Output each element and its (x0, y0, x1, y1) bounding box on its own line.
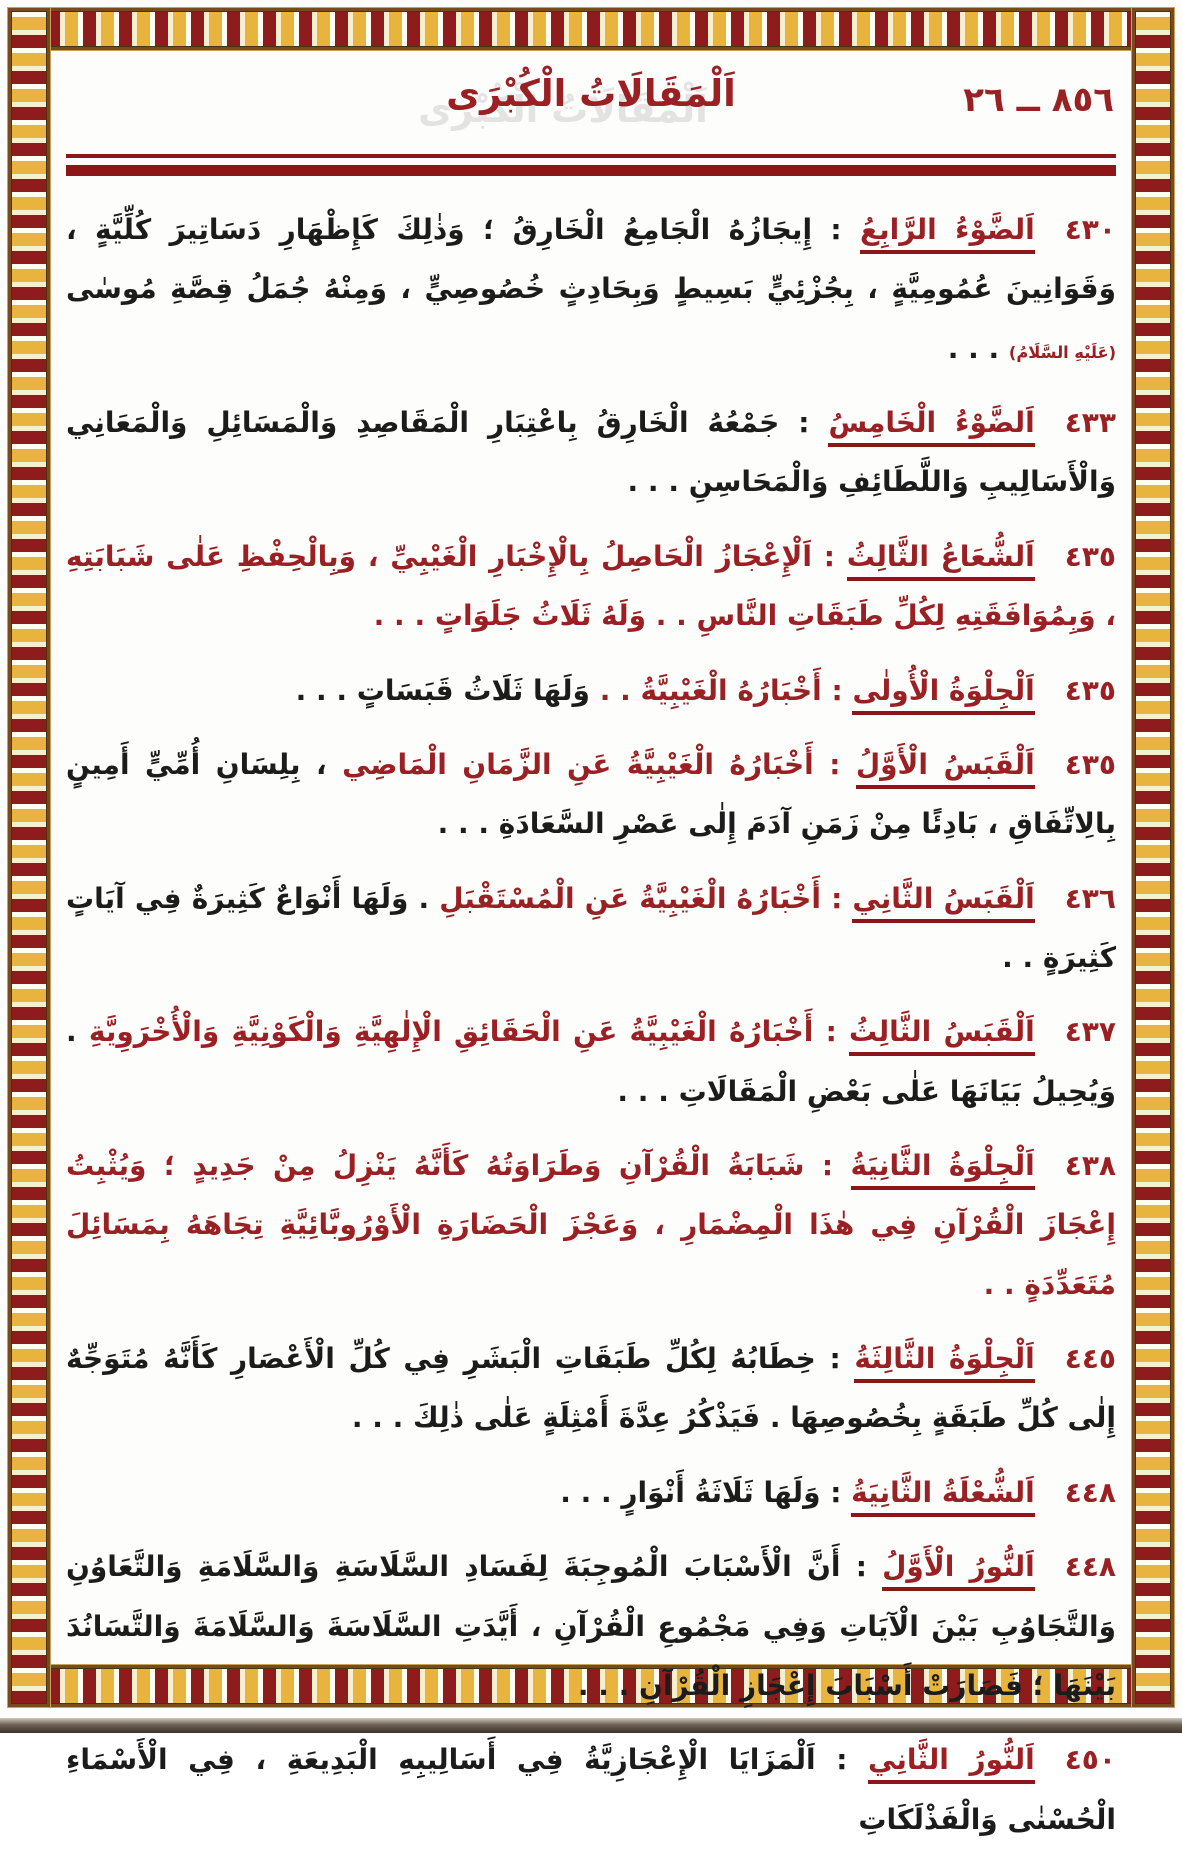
entry-text-run: : أَنَّ الْأَسْبَابَ الْمُوجِبَةَ لِفَسَادِ السَّلَاسَةِ وَالسَّلَامَةِ وَالتَّعَاوُنِ وَالتَّجَاوُبِ بَيْنَ الْآيَاتِ وَفِي مَجْمُوعِ الْقُرْآنِ ، أَيَّدَتِ السَّلَاسَةَ وَالسَّلَامَةَ وَالتَّسَانُدَ بَيْنَهَا ؛ فَصَارَتْ أَسْبَابَ إِعْجَازِ الْقُرْآنِ . . . (66, 1550, 1116, 1702)
page-title-wrap (66, 72, 1116, 115)
entry-heading: اَلنُّورُ الْأَوَّلُ (882, 1550, 1035, 1591)
entry-text-run: (عَلَيْهِ السَّلَامُ) (1008, 342, 1116, 362)
page-header (66, 62, 1116, 148)
entry-text-run: : وَلَهَا ثَلَاثَةُ أَنْوَارٍ . . . (560, 1475, 852, 1509)
entry-heading: اَلْقَبَسُ الثَّالِثُ (849, 1015, 1035, 1056)
entry (66, 1136, 1116, 1314)
entry-text-run: . . . (947, 331, 1009, 365)
entry-number: ٤٣٥ (1064, 673, 1116, 707)
entry-heading: اَلضَّوْءُ الرَّابِعُ (860, 213, 1035, 254)
entry-number: ٤٤٨ (1064, 1475, 1116, 1509)
entry (66, 1730, 1116, 1849)
entry-number: ٤٤٥ (1064, 1342, 1117, 1376)
entry-text-run: : أَخْبَارُهُ الْغَيْبِيَّةُ عَنِ الْحَقَائِقِ الْإِلٰهِيَّةِ وَالْكَوْنِيَّةِ وَالْأُخْرَوِيَّةِ (88, 1015, 849, 1049)
entry (66, 1002, 1116, 1121)
page-number: ٨٥٦ ــ ٢٦ (963, 80, 1114, 120)
ornamental-border-top (8, 8, 1174, 50)
entry-number: ٤٣٦ (1064, 881, 1116, 915)
entry-text-run: وَلَهَا ثَلَاثُ قَبَسَاتٍ . . . (295, 673, 590, 707)
entry (66, 527, 1116, 646)
entry-heading: اَلْجِلْوَةُ الْأُولٰى (852, 674, 1034, 715)
entry-text-run: . وَلَهَا أَنْوَاعٌ كَثِيرَةٌ فِي آيَاتٍ كَثِيرَةٍ . . (66, 881, 1116, 974)
entry-heading: اَلْقَبَسُ الْأَوَّلُ (856, 748, 1035, 789)
entry-number: ٤٣٣ (1064, 406, 1116, 440)
entry (66, 393, 1116, 512)
ornamental-border-left (8, 8, 50, 1707)
entry-text-run: : شَبَابَةُ الْقُرْآنِ وَطَرَاوَتُهُ كَأَنَّهُ يَنْزِلُ مِنْ جَدِيدٍ ؛ وَيُثْبِتُ إِعْجَازَ الْقُرْآنِ فِي هٰذَا الْمِضْمَارِ ، وَعَجْزَ الْحَضَارَةِ الْأَوْرُوبَّائِيَّةِ تِجَاهَهُ بِمَسَائِلَ مُتَعَدِّدَةٍ . . (66, 1149, 1116, 1301)
entry-number: ٤٣٥ (1064, 747, 1117, 781)
entry-text-run: : اَلْإِعْجَازُ الْحَاصِلُ بِالْإِخْبَارِ الْغَيْبِيِّ ، وَبِالْحِفْظِ عَلٰى شَبَابَتِهِ ، وَبِمُوَافَقَتِهِ لِكُلِّ طَبَقَاتِ النَّاسِ . . وَلَهُ ثَلَاثُ جَلَوَاتٍ . . . (66, 539, 1116, 633)
entry (66, 661, 1116, 720)
divider-thick-line (66, 165, 1116, 176)
entry-number: ٤٣٨ (1064, 1149, 1117, 1183)
page-title: اَلْمَقَالَاتُ الْكُبْرَى (446, 72, 736, 115)
entry-text-run: : خِطَابُهُ لِكُلِّ طَبَقَاتِ الْبَشَرِ فِي كُلِّ الْأَعْصَارِ كَأَنَّهُ مُتَوَجِّهٌ إِلٰى كُلِّ طَبَقَةٍ بِخُصُوصِهَا . فَيَذْكُرُ عِدَّةَ أَمْثِلَةٍ عَلٰى ذٰلِكَ . . . (66, 1342, 1116, 1435)
header-divider (66, 154, 1116, 176)
entry-text-run: . وَيُحِيلُ بَيَانَهَا عَلٰى بَعْضِ الْمَقَالَاتِ . . . (66, 1015, 1116, 1108)
entry-heading: اَلضَّوْءُ الْخَامِسُ (828, 406, 1034, 447)
page-content (66, 62, 1117, 1836)
entry (66, 200, 1116, 378)
entry-heading: اَلشُّعْلَةُ الثَّانِيَةُ (851, 1476, 1035, 1517)
entry (66, 1463, 1116, 1522)
entry-number: ٤٣٠ (1064, 213, 1116, 246)
entry-heading: اَلْجِلْوَةُ الثَّانِيَةُ (851, 1149, 1035, 1190)
entry (66, 735, 1116, 854)
entry (66, 1329, 1116, 1448)
divider-thin-line (66, 154, 1116, 158)
entry-text-run: : أَخْبَارُهُ الْغَيْبِيَّةُ . . (589, 673, 853, 707)
entry-heading: اَلْقَبَسُ الثَّانِي (852, 882, 1034, 923)
entry-number: ٤٥٠ (1064, 1743, 1116, 1777)
entry-number: ٤٣٧ (1064, 1015, 1116, 1049)
entry-heading: اَلشُّعَاعُ الثَّالِثُ (847, 540, 1035, 581)
entry-text-run: : أَخْبَارُهُ الْغَيْبِيَّةُ عَنِ الزَّمَانِ الْمَاضِي (342, 747, 856, 781)
entry-heading: اَلْجِلْوَةُ الثَّالِثَةُ (854, 1342, 1034, 1383)
entry-text-run: : اَلْمَزَايَا الْإِعْجَازِيَّةُ فِي أَسَالِيبِهِ الْبَدِيعَةِ ، فِي الْأَسْمَاءِ الْحُسْنٰى وَالْفَذْلَكَاتِ (66, 1743, 1116, 1836)
ornamental-border-right (1132, 8, 1174, 1707)
entry-number: ٤٤٨ (1064, 1550, 1117, 1584)
entry-number: ٤٣٥ (1064, 539, 1117, 573)
entry-text-run: ، بِلِسَانِ أُمِّيٍّ أَمِينٍ بِالِاتِّفَاقِ ، بَادِئًا مِنْ زَمَنِ آدَمَ إِلٰى عَصْرِ السَّعَادَةِ . . . (66, 747, 1116, 841)
entry (66, 869, 1116, 988)
entry-heading: اَلنُّورُ الثَّانِي (868, 1743, 1035, 1784)
entry-text-run: : جَمْعُهُ الْخَارِقُ بِاعْتِبَارِ الْمَقَاصِدِ وَالْمَسَائِلِ وَالْمَعَانِي وَالْأَسَالِيبِ وَاللَّطَائِفِ وَالْمَحَاسِنِ . . . (66, 406, 1116, 499)
entry (66, 1537, 1116, 1715)
entry-text-run: : إِيجَازُهُ الْجَامِعُ الْخَارِقُ ؛ وَذٰلِكَ كَإِظْهَارِ دَسَاتِيرَ كُلِّيَّةٍ ، وَقَوَانِينَ عُمُومِيَّةٍ ، بِجُزْئِيٍّ بَسِيطٍ وَبِحَادِثٍ خُصُوصِيٍّ ، وَمِنْهُ جُمَلُ قِصَّةِ مُوسٰى (66, 213, 1116, 306)
entry-text-run: : أَخْبَارُهُ الْغَيْبِيَّةُ عَنِ الْمُسْتَقْبَلِ (439, 881, 853, 915)
entries (66, 200, 1116, 1849)
